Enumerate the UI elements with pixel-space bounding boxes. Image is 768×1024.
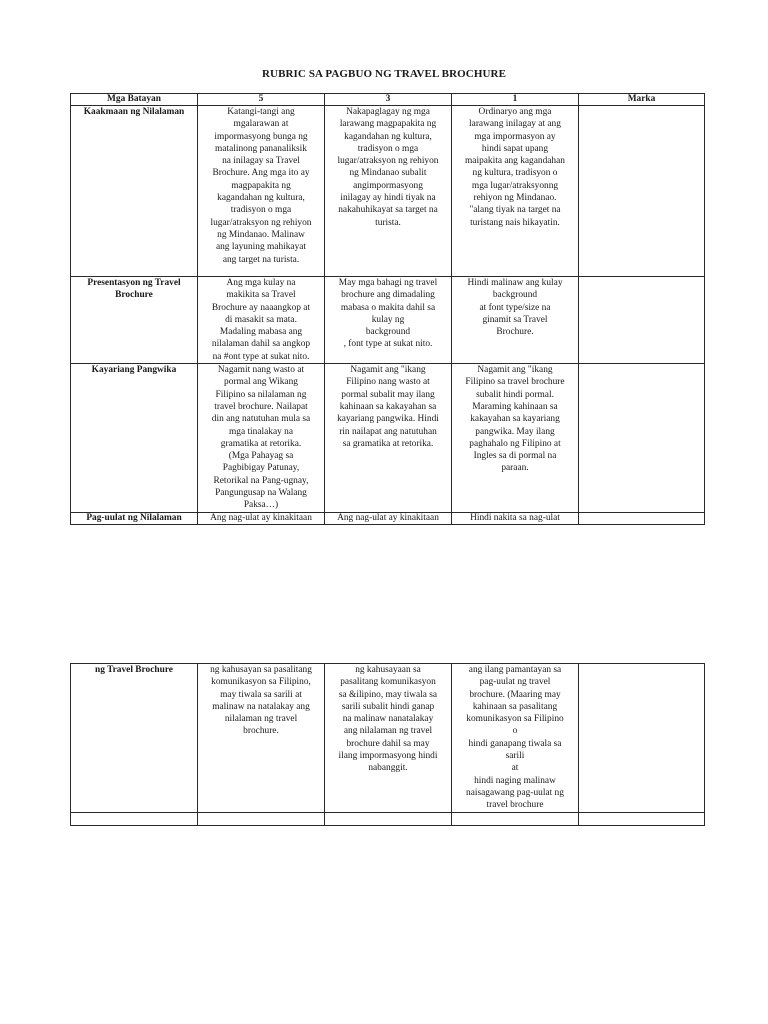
marka-cell — [579, 513, 705, 525]
descriptor-line: pangwika. May ilang — [475, 426, 555, 437]
descriptor-line: may tiwala sa sarili at — [220, 689, 302, 700]
descriptor-line: angimpormasyong — [353, 180, 423, 191]
descriptor-line: Pagbibigay Patunay, — [222, 463, 300, 474]
descriptor-line: o — [512, 726, 518, 737]
descriptor-line: matalinong pananaliksik — [215, 143, 307, 154]
header-score-1: 1 — [452, 94, 579, 106]
marka-cell — [579, 106, 705, 277]
descriptor-line: rin nailapat ang natutuhan — [339, 426, 437, 437]
marka-cell — [579, 812, 705, 825]
descriptor-line: larawang inilagay at ang — [469, 119, 561, 130]
header-marka: Marka — [579, 94, 705, 106]
descriptor-line: Nagamit nang wasto at — [217, 365, 305, 376]
descriptor-score-3 — [325, 277, 452, 364]
descriptor-score-3 — [325, 664, 452, 813]
descriptor-line: Brochure ay naaangkop at — [211, 302, 311, 313]
descriptor-line: , font type at sukat nito. — [343, 339, 433, 350]
descriptor-line: background — [492, 290, 538, 301]
descriptor-line: ilang impormasyong hindi — [338, 751, 438, 762]
criterion-label: Presentasyon ng Travel Brochure — [71, 277, 198, 364]
descriptor-line: Nagamit ang "ikang — [350, 365, 426, 376]
rubric-row — [71, 277, 705, 364]
descriptor-line: larawang magpapakita ng — [339, 119, 437, 130]
descriptor-line: background — [365, 327, 411, 338]
descriptor-line: lugar/atraksyon ng rehiyon — [337, 156, 439, 167]
descriptor-line: mgalarawan at — [233, 119, 289, 130]
descriptor-line: turistang nais hikayatin. — [470, 217, 560, 228]
descriptor-score-1 — [452, 277, 579, 364]
rubric-row — [71, 664, 705, 813]
descriptor-line: at font type/size na — [479, 302, 551, 313]
descriptor-score-3 — [325, 106, 452, 277]
page-title: RUBRIC SA PAGBUO NG TRAVEL BROCHURE — [261, 68, 507, 80]
descriptor-line: ng Mindanao. Malinaw — [217, 229, 305, 240]
descriptor-line: sa gramatika at retorika. — [342, 438, 434, 449]
descriptor-line: Ang nag-ulat ay kinakitaan — [337, 513, 439, 524]
descriptor-line: ang ilang pamantayan sa — [468, 665, 562, 675]
descriptor-line: tradisyon o mga — [230, 205, 292, 216]
descriptor-line: Ang mga kulay na — [226, 278, 296, 288]
descriptor-score-5 — [198, 664, 325, 813]
descriptor-line: pasalitang komunikasyon — [340, 677, 436, 688]
criterion-label — [71, 812, 198, 825]
marka-cell — [579, 364, 705, 513]
descriptor-line: brochure. — [243, 726, 279, 737]
rubric-row — [71, 106, 705, 277]
descriptor-line: na #ont type at sukat nito. — [212, 351, 310, 362]
descriptor-line: Retorikal na Pang-ugnay, — [213, 475, 309, 486]
descriptor-line: sa &ilipino, may tiwala sa — [338, 689, 438, 700]
descriptor-line: Brochure. — [496, 327, 534, 338]
descriptor-line: ang nilalaman ng travel — [343, 726, 433, 737]
descriptor-line: na inilagay sa Travel — [222, 156, 300, 167]
descriptor-line: ginamit sa Travel — [482, 314, 548, 325]
descriptor-line: rehiyon ng Mindanao. — [473, 193, 557, 204]
descriptor-score-1 — [452, 664, 579, 813]
descriptor-line: malinaw na natalakay ang — [212, 701, 310, 712]
descriptor-line: brochure ang dimadaling — [341, 290, 435, 301]
descriptor-score-5 — [198, 812, 325, 825]
descriptor-line: sarili subalit hindi ganap — [341, 701, 435, 712]
descriptor-line: tradisyon o mga — [357, 143, 419, 154]
descriptor-line: Pangungusap na Walang — [215, 488, 307, 499]
descriptor-line: Ingles sa di pormal na — [473, 451, 557, 462]
descriptor-line: ang layuning mahikayat — [215, 242, 307, 253]
descriptor-line: Filipino sa nilalaman ng — [215, 389, 307, 400]
descriptor-line: pormal subalit may ilang — [341, 389, 435, 400]
descriptor-line: at — [511, 763, 519, 774]
descriptor-line: pormal ang Wikang — [224, 377, 298, 388]
descriptor-line: impormasyong bunga ng — [214, 131, 308, 142]
descriptor-line: inilagay ay hindi tiyak na — [340, 193, 436, 204]
descriptor-line: kagandahan ng kultura, — [344, 131, 432, 142]
descriptor-score-5 — [198, 277, 325, 364]
rubric-row — [71, 364, 705, 513]
descriptor-line: Filipino sa travel brochure — [465, 377, 565, 388]
descriptor-line: Katangi-tangi ang — [227, 107, 295, 117]
criterion-label: ng Travel Brochure — [71, 664, 198, 813]
descriptor-score-3 — [325, 364, 452, 513]
descriptor-line: mga impormasyon ay — [474, 131, 556, 142]
descriptor-score-1 — [452, 513, 579, 525]
descriptor-score-1 — [452, 364, 579, 513]
header-criteria: Mga Batayan — [71, 94, 198, 106]
descriptor-line: mga tinalakay na — [228, 426, 294, 437]
criterion-label: Kayariang Pangwika — [71, 364, 198, 513]
descriptor-line: Hindi malinaw ang kulay — [467, 278, 563, 288]
descriptor-line: naisagawang pag-uulat ng — [466, 787, 564, 798]
descriptor-line: ang target na turista. — [222, 254, 300, 265]
descriptor-line: nilalaman ng travel — [224, 714, 298, 725]
descriptor-line: Filipino nang wasto at — [346, 377, 430, 388]
descriptor-line: Ang nag-ulat ay kinakitaan — [210, 513, 312, 524]
descriptor-line: paraan. — [501, 463, 529, 474]
rubric-table-continued — [70, 663, 705, 826]
descriptor-line: maipakita ang kagandahan — [465, 156, 565, 167]
descriptor-line: hindi naging malinaw — [474, 775, 556, 786]
marka-cell — [579, 664, 705, 813]
descriptor-line: Maraming kahinaan sa — [472, 401, 558, 412]
descriptor-line: ng kultura, tradisyon o — [472, 168, 558, 179]
descriptor-line: ng Mindanao subalit — [349, 168, 427, 179]
descriptor-line: hindi ganapang tiwala sa — [468, 738, 562, 749]
criterion-label: Kaakmaan ng Nilalaman — [71, 106, 198, 277]
descriptor-line: nabanggit. — [368, 763, 408, 774]
descriptor-line: ng kahusayan sa pasalitang — [210, 665, 312, 675]
descriptor-line: travel brochure. Nailapat — [214, 401, 308, 412]
descriptor-line: paghahalo ng Filipino at — [469, 438, 561, 449]
descriptor-line: kayariang pangwika. Hindi — [337, 414, 439, 425]
descriptor-line: Nakapaglagay ng mga — [346, 107, 430, 117]
descriptor-line: brochure. (Maaring may — [469, 689, 561, 700]
descriptor-line: kahinaan sa pasalitang — [472, 701, 558, 712]
descriptor-line: Hindi nakita sa nag-ulat — [470, 513, 560, 524]
descriptor-line: travel brochure — [486, 800, 544, 811]
descriptor-line: gramatika at retorika. — [220, 438, 302, 449]
descriptor-score-5 — [198, 106, 325, 277]
descriptor-line: kakayahan sa kayariang — [470, 414, 560, 425]
descriptor-line: na malinaw nanatalakay — [342, 714, 434, 725]
descriptor-score-5 — [198, 513, 325, 525]
marka-cell — [579, 277, 705, 364]
descriptor-line: (Mga Pahayag sa — [228, 451, 294, 462]
descriptor-line: kulay ng — [371, 314, 405, 325]
descriptor-line: subalit hindi pormal. — [476, 389, 554, 400]
descriptor-line: Brochure. Ang mga ito ay — [212, 168, 310, 179]
descriptor-line: lugar/atraksyon ng rehiyon — [210, 217, 312, 228]
descriptor-line: mga lugar/atraksyonng — [471, 180, 559, 191]
descriptor-line: nilalaman dahil sa angkop — [211, 339, 311, 350]
descriptor-line: hindi sapat upang — [481, 143, 549, 154]
descriptor-line: mabasa o makita dahil sa — [340, 302, 436, 313]
rubric-row — [71, 513, 705, 525]
descriptor-line: pag-uulat ng travel — [479, 677, 551, 688]
descriptor-line: komunikasyon sa Filipino, — [211, 677, 311, 688]
descriptor-line: brochure dahil sa may — [346, 738, 430, 749]
descriptor-line: makikita sa Travel — [226, 290, 296, 301]
header-score-3: 3 — [325, 94, 452, 106]
descriptor-score-1 — [452, 106, 579, 277]
descriptor-score-5 — [198, 364, 325, 513]
descriptor-score-3 — [325, 513, 452, 525]
descriptor-line: komunikasyon sa Filipino — [466, 714, 564, 725]
descriptor-line: di masakit sa mata. — [225, 314, 297, 325]
descriptor-line: Ordinaryo ang mga — [478, 107, 552, 117]
descriptor-line: May mga bahagi ng travel — [338, 278, 438, 288]
descriptor-line: Paksa…) — [243, 500, 279, 511]
descriptor-line: Nagamit ang "ikang — [477, 365, 553, 376]
descriptor-score-3 — [325, 812, 452, 825]
header-row — [71, 94, 705, 106]
descriptor-line: magpapakita ng — [231, 180, 291, 191]
descriptor-line: sarili — [505, 751, 525, 762]
rubric-row — [71, 812, 705, 825]
descriptor-line: kahinaan sa kakayahan sa — [339, 401, 437, 412]
descriptor-line: kagandahan ng kultura, — [217, 193, 305, 204]
header-score-5: 5 — [198, 94, 325, 106]
descriptor-line: ng kahusayaan sa — [355, 665, 421, 675]
descriptor-line: "alang tiyak na target na — [469, 205, 561, 216]
descriptor-line: Madaling mabasa ang — [219, 327, 303, 338]
criterion-label: Pag-uulat ng Nilalaman — [71, 513, 198, 525]
rubric-table — [70, 93, 705, 525]
descriptor-line: din ang natutuhan mula sa — [211, 414, 311, 425]
descriptor-score-1 — [452, 812, 579, 825]
descriptor-line: nakahuhikayat sa target na — [338, 205, 438, 216]
descriptor-line: turista. — [375, 217, 401, 228]
